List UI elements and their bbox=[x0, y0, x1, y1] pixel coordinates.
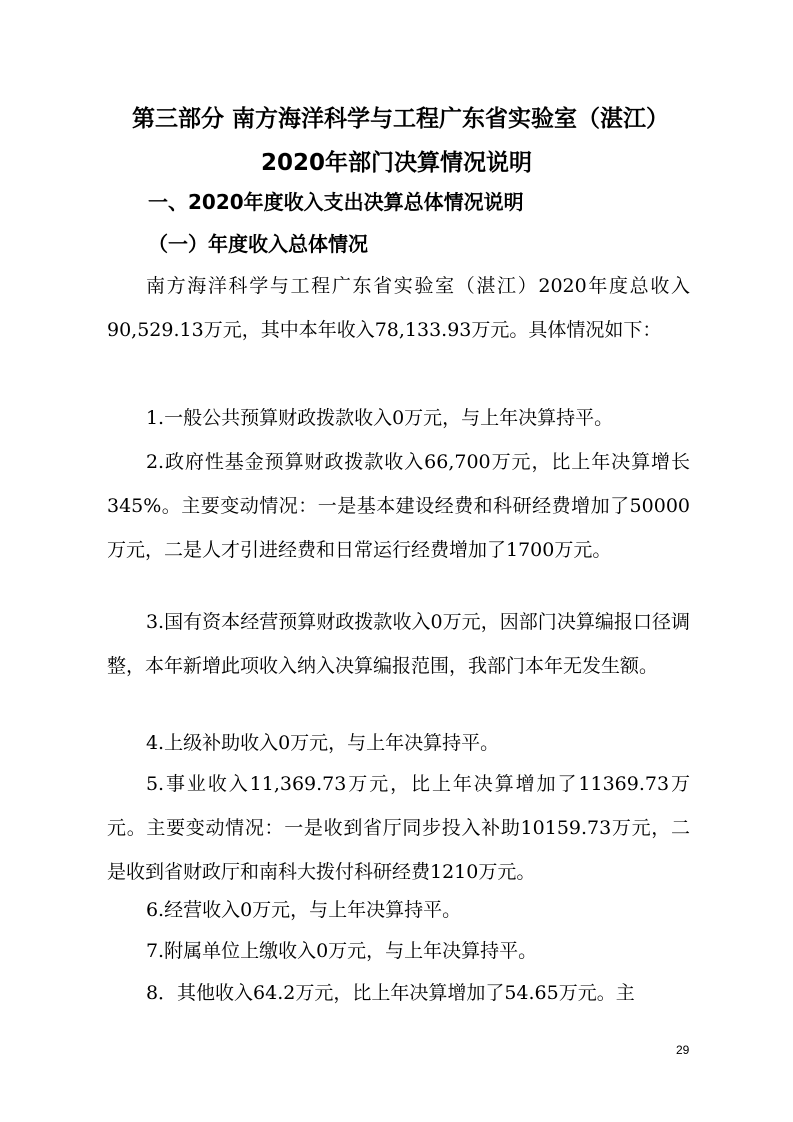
paragraph-item-6: 6.经营收入0万元，与上年决算持平。 bbox=[145, 899, 462, 921]
subsection-heading: （一）年度收入总体情况 bbox=[148, 232, 368, 256]
paragraph-item-1: 1.一般公共预算财政拨款收入0万元，与上年决算持平。 bbox=[145, 407, 614, 429]
paragraph-item-7: 7.附属单位上缴收入0万元，与上年决算持平。 bbox=[145, 940, 538, 962]
paragraph-item-2: 2.政府性基金预算财政拨款收入66,700万元，比上年决算增长345%。主要变动情况：一是基本建设经费和科研经费增加了50000万元，二是人才引进经费和日常运行经费增加了1700万元。 bbox=[107, 451, 690, 561]
paragraph-item-5: 5.事业收入11,369.73万元，比上年决算增加了11369.73万元。主要变动情况：一是收到省厅同步投入补助10159.73万元，二是收到省财政厅和南科大拨付科研经费1210万元。 bbox=[107, 773, 690, 883]
section-heading: 一、2020年度收入支出决算总体情况说明 bbox=[148, 190, 524, 214]
paragraph-item-3: 3.国有资本经营预算财政拨款收入0万元，因部门决算编报口径调整，本年新增此项收入纳入决算编报范围，我部门本年无发生额。 bbox=[107, 611, 690, 677]
paragraph-total-income: 南方海洋科学与工程广东省实验室（湛江）2020年度总收入90,529.13万元，其中本年收入78,133.93万元。具体情况如下： bbox=[107, 275, 690, 341]
page-number: 29 bbox=[676, 1043, 690, 1057]
paragraph-item-8: 8．其他收入64.2万元，比上年决算增加了54.65万元。主 bbox=[145, 982, 635, 1004]
paragraph-item-4: 4.上级补助收入0万元，与上年决算持平。 bbox=[145, 732, 500, 754]
document-title-line-2: 2020年部门决算情况说明 bbox=[260, 150, 532, 176]
document-title-line-1: 第三部分 南方海洋科学与工程广东省实验室（湛江） bbox=[131, 106, 669, 132]
